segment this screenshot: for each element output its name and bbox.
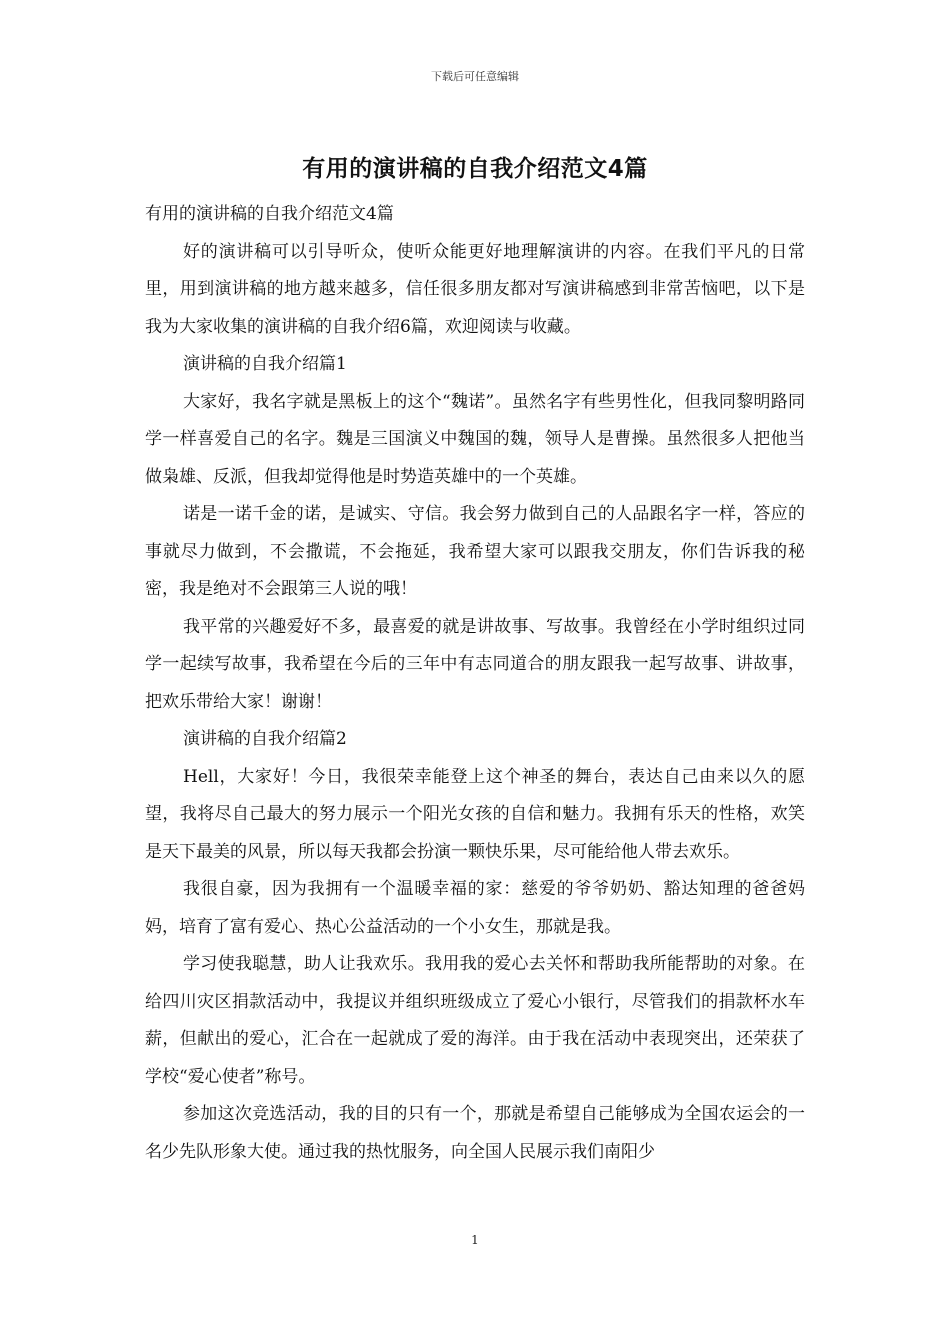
paragraph: 诺是一诺千金的诺，是诚实、守信。我会努力做到自己的人品跟名字一样，答应的事就尽力做到，不会撒谎，不会拖延，我希望大家可以跟我交朋友，你们告诉我的秘密，我是绝对不会跟第三人说的哦！	[145, 504, 805, 599]
paragraph: 学习使我聪慧，助人让我欢乐。我用我的爱心去关怀和帮助我所能帮助的对象。在给四川灾区捐款活动中，我提议并组织班级成立了爱心小银行，尽管我们的捐款杯水车薪，但献出的爱心，汇合在一起就成了爱的海洋。由于我在活动中表现突出，还荣获了学校“爱心使者”称号。	[145, 954, 805, 1087]
paragraph: Hell，大家好！今日，我很荣幸能登上这个神圣的舞台，表达自己由来以久的愿望，我将尽自己最大的努力展示一个阳光女孩的自信和魅力。我拥有乐天的性格，欢笑是天下最美的风景，所以每天我都会扮演一颗快乐果，尽可能给他人带去欢乐。	[145, 766, 805, 862]
section-heading-2: 演讲稿的自我介绍篇2	[183, 729, 347, 749]
header-note: 下载后可任意编辑	[431, 70, 519, 83]
document-title: 有用的演讲稿的自我介绍范文4篇	[302, 156, 648, 182]
paragraph: 我平常的兴趣爱好不多，最喜爱的就是讲故事、写故事。我曾经在小学时组织过同学一起续写故事，我希望在今后的三年中有志同道合的朋友跟我一起写故事、讲故事，把欢乐带给大家！谢谢！	[145, 616, 805, 712]
paragraph: 我很自豪，因为我拥有一个温暖幸福的家：慈爱的爷爷奶奶、豁达知理的爸爸妈妈，培育了富有爱心、热心公益活动的一个小女生，那就是我。	[145, 879, 805, 937]
page-number: 1	[471, 1233, 479, 1247]
paragraph: 参加这次竞选活动，我的目的只有一个，那就是希望自己能够成为全国农运会的一名少先队形象大使。通过我的热忱服务，向全国人民展示我们南阳少	[145, 1104, 805, 1162]
subtitle-line: 有用的演讲稿的自我介绍范文4篇	[145, 204, 394, 224]
paragraph: 大家好，我名字就是黑板上的这个“魏诺”。虽然名字有些男性化，但我同黎明路同学一样喜爱自己的名字。魏是三国演义中魏国的魏，领导人是曹操。虽然很多人把他当做枭雄、反派，但我却觉得他是时势造英雄中的一个英雄。	[145, 391, 805, 487]
document-body	[145, 196, 805, 1171]
intro-paragraph: 好的演讲稿可以引导听众，使听众能更好地理解演讲的内容。在我们平凡的日常里，用到演讲稿的地方越来越多，信任很多朋友都对写演讲稿感到非常苦恼吧，以下是我为大家收集的演讲稿的自我介绍6篇，欢迎阅读与收藏。	[145, 241, 805, 337]
section-heading-1: 演讲稿的自我介绍篇1	[183, 354, 347, 374]
